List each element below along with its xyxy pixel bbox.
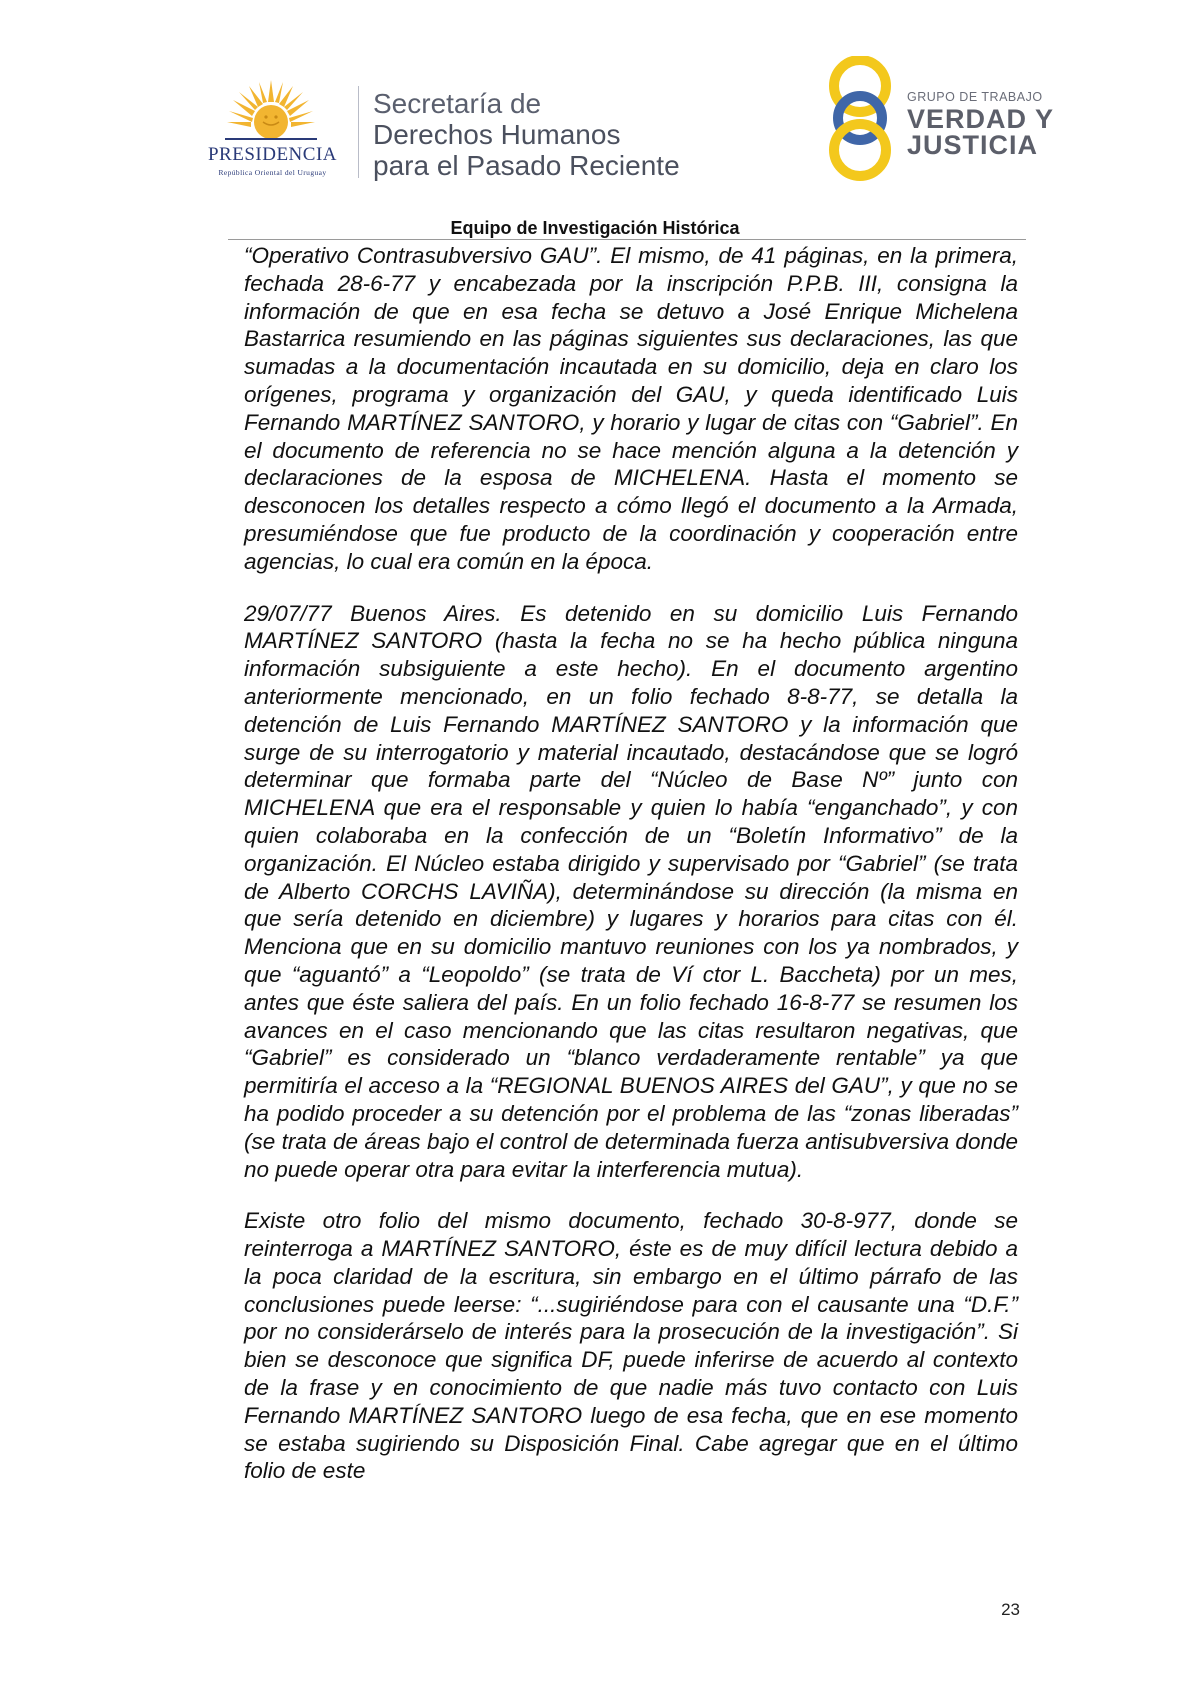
paragraph: 29/07/77 Buenos Aires. Es detenido en su domicilio Luis Fernando MARTÍNEZ SANTORO (hasta la fecha no se ha hecho pública ninguna información subsiguiente a este hecho). En el documento argentino anteriormente mencionado, en un folio fechado 8-8-77, se detalla la detención de Luis Fernando MARTÍNEZ SANTORO y la información que surge de su interrogatorio y material incautado, destacándose que se logró determinar que formaba parte del “Núcleo de Base Nº” junto con MICHELENA que era el responsable y quien lo había “enganchado”, y con quien colaboraba en la confección de un “Boletín Informativo” de la organización. El Núcleo estaba dirigido y supervisado por “Gabriel” (se trata de Alberto CORCHS LAVIÑA), determinándose su dirección (la misma en que sería detenido en diciembre) y lugares y horarios para citas con él. Menciona que en su domicilio mantuvo reuniones con los ya nombrados, y que “aguantó” a “Leopoldo” (se trata de Ví ctor L. Baccheta) por un mes, antes que éste saliera del país. En un folio fechado 16-8-77 se resumen los avances en el caso mencionando que las citas resultaron negativas, que “Gabriel” es considerado un “blanco verdaderamente rentable” ya que permitiría el acceso a la “REGIONAL BUENOS AIRES del GAU”, y que no se ha podido proceder a su detención por el problema de las “zonas liberadas” (se trata de áreas bajo el control de determinada fuerza antisubversiva donde no puede operar otra para evitar la interferencia mutua). — [244, 600, 1018, 1182]
interlocked-rings-icon — [820, 56, 900, 181]
header-divider — [358, 86, 359, 178]
paragraph: Existe otro folio del mismo documento, fechado 30-8-977, donde se reinterroga a MARTÍNEZ SANTORO, éste es de muy difícil lectura debido a la poca claridad de la escritura, sin embargo en el último párrafo de las conclusiones puede leerse: “...sugiriéndose para con el causante una “D.F.” por no considerárselo de interés para la prosecución de la investigación”. Si bien se desconoce que significa DF, puede inferirse de acuerdo al contexto de la frase y en conocimiento de que nadie más tuvo contacto con Luis Fernando MARTÍNEZ SANTORO luego de esa fecha, que en ese momento se estaba sugiriendo su Disposición Final. Cabe agregar que en el último folio de este — [244, 1208, 1018, 1484]
presidencia-logo — [195, 78, 350, 178]
verdad-justicia-logo — [820, 56, 1140, 186]
grupo-line-1: GRUPO DE TRABAJO — [907, 90, 1043, 104]
page-header — [0, 0, 1190, 238]
secretaria-line-1: Secretaría de — [373, 88, 542, 119]
team-title: Equipo de Investigación Histórica — [450, 218, 740, 238]
document-body — [244, 242, 1018, 1509]
header-rule — [228, 239, 1026, 240]
paragraph: “Operativo Contrasubversivo GAU”. El mismo, de 41 páginas, en la primera, fechada 28-6-77 y encabezada por la inscripción P.P.B. III, consigna la información de que en esa fecha se detuvo a José Enrique Michelena Bastarrica resumiendo en las páginas siguientes sus declaraciones, las que sumadas a la documentación incautada en su domicilio, deja en claro los orígenes, programa y organización del GAU, y queda identificado Luis Fernando MARTÍNEZ SANTORO, y horario y lugar de citas con “Gabriel”. En el documento de referencia no se hace mención alguna a la detención y declaraciones de la esposa de MICHELENA. Hasta el momento se desconocen los detalles respecto a cómo llegó el documento a la Armada, presumiéndose que fue producto de la coordinación y cooperación entre agencias, lo cual era común en la época. — [244, 243, 1018, 574]
secretaria-logo-text — [373, 88, 680, 181]
presidencia-name: PRESIDENCIA — [207, 144, 337, 165]
secretaria-line-2: Derechos Humanos — [373, 119, 621, 150]
page-number: 23 — [1001, 1600, 1020, 1619]
sun-icon — [225, 78, 317, 144]
grupo-line-2: VERDAD Y — [907, 104, 1055, 134]
presidencia-subtitle: República Oriental del Uruguay — [218, 168, 327, 177]
grupo-line-3: JUSTICIA — [907, 130, 1039, 160]
secretaria-line-3: para el Pasado Reciente — [373, 150, 680, 181]
